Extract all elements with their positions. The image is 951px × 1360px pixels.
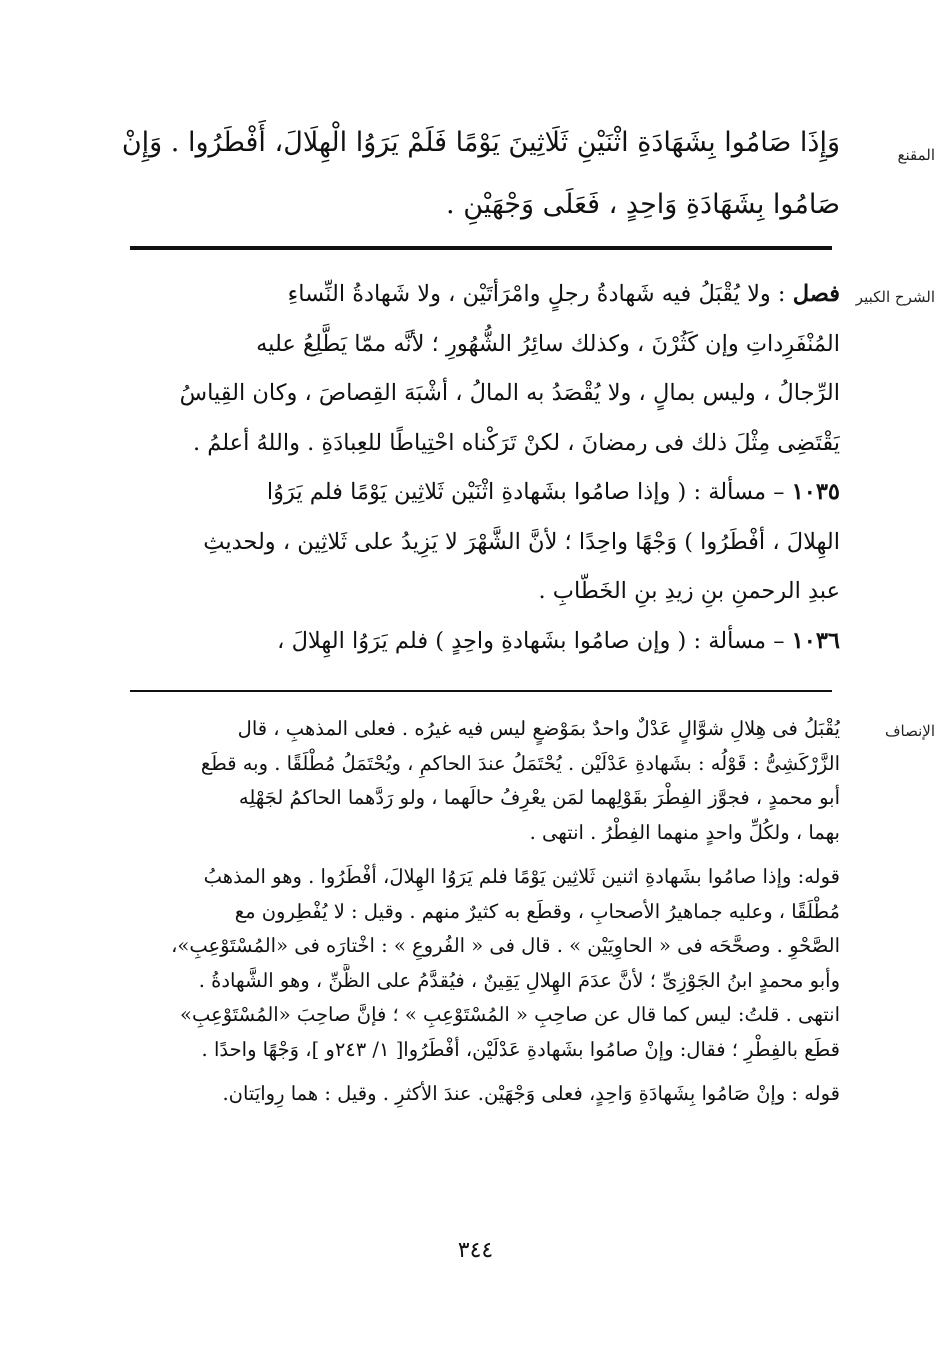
label-muqni: المقنع <box>897 146 935 164</box>
muqni-line-1: وَإِذَا صَامُوا بِشَهَادَةِ اثْنَيْنِ ثَلَاثِينَ يَوْمًا فَلَمْ يَرَوُا الْهِلَالَ، أَفْطَرُوا . وَإِنْ <box>121 127 840 158</box>
sharh-line-2: المُنْفَرِداتِ وإن كَثُرْنَ ، وكذلك سائِرُ الشُّهُورِ ؛ لأنَّه ممّا يَطَّلِعُ عليه <box>256 330 840 357</box>
insaf-paragraph-3 <box>120 1077 840 1112</box>
insaf-p1-line-1: يُقْبَلُ فى هِلالِ شوَّالٍ عَدْلٌ واحدٌ بمَوْضعٍ ليس فيه غيرُه . فعلى المذهبِ ، قال <box>237 717 840 740</box>
insaf-paragraph-1 <box>120 712 840 850</box>
insaf-p3-line-1: قوله : وإنْ صَامُوا بِشَهادَةِ وَاحِدٍ، فعلى وَجْهَيْن. عندَ الأكثرِ . وقيل : هما رِوايَتان. <box>222 1082 840 1105</box>
sharh-section <box>120 270 840 666</box>
insaf-paragraph-2 <box>120 860 840 1067</box>
sharh-line-1 <box>120 270 840 320</box>
muqni-section <box>120 112 840 236</box>
insaf-p2-line-6: قطَع بالفِطْرِ ؛ فقال: وإنْ صامُوا بشَهادةِ عَدْلَيْن، أفْطَرُوا[ ١/ ٢٤٣و ]، وَجْهًا واحدًا . <box>201 1037 840 1061</box>
sharh-line-7: عبدِ الرحمنِ بنِ زيدِ بنِ الخَطّابِ . <box>538 578 840 604</box>
sharh-line-4: يَقْتَضِى مِثْلَ ذلك فى رمضانَ ، لكنْ تَرَكْناه احْتِياطًا للعِبادَةِ . واللهُ أعلمُ . <box>192 429 840 456</box>
insaf-section <box>120 712 840 1112</box>
masala-number-1035: ١٠٣٥ <box>791 479 840 505</box>
insaf-p2-line-2: مُطْلَقًا ، وعليه جماهيرُ الأصحابِ ، وقطَع به كثيرٌ منهم . وقيل : لا يُفْطِرون مع <box>234 899 840 923</box>
insaf-p2-line-3: الصَّحْوِ . وصحَّحَه فى « الحاوِيَيْن » . قال فى « الفُروعِ » : اخْتارَه فى «المُسْتَوْعِبِ»، <box>171 934 840 957</box>
insaf-p2-line-5: انتهى . قلتُ: ليس كما قال عن صاحِبِ « المُسْتَوْعِبِ » ؛ فإنَّ صاحِبَ «المُسْتَوْعِبِ» <box>180 1003 840 1026</box>
page-number: ٣٤٤ <box>457 1238 494 1263</box>
masala-number-1036: ١٠٣٦ <box>791 627 840 654</box>
insaf-p1-line-3: أبو محمدٍ ، فجوَّز الفِطْرَ بقَوْلِهما لمَن يعْرِفُ حالَهما ، ولو رَدَّهما الحاكمُ لجَهْلِه <box>238 786 840 809</box>
masala-1035-line <box>120 468 840 518</box>
fasl-heading: فصل <box>792 281 840 307</box>
masala-1036-line <box>120 617 840 667</box>
label-insaf: الإنصاف <box>884 722 935 740</box>
sharh-line-6: الهِلالَ ، أفْطَرُوا ) وَجْهًا واحِدًا ؛ لأنَّ الشَّهْرَ لا يَزِيدُ على ثَلاثِين ، ولحديثِ <box>203 528 840 555</box>
masala-1035-text: – مسألة : ( وإذا صامُوا بشَهادةِ اثْنَيْن ثَلاثِين يَوْمًا فلم يَرَوُا <box>266 479 785 505</box>
sharh-line-3: الرِّجالُ ، وليس بمالٍ ، ولا يُقْصَدُ به المالُ ، أشْبَهَ القِصاصَ ، وكان القِياسُ <box>179 380 840 406</box>
insaf-p1-line-2: الزَّرْكَشِىُّ : قَوْلُه : بشَهادةِ عَدْلَيْن . يُحْتَمَلُ عندَ الحاكمِ ، ويُحْتَمَلُ مُطْلَقًا . وبه قطَع <box>200 751 840 775</box>
insaf-p2-line-1: قوله: وإذا صامُوا بشَهادةِ اثنين ثَلاثِين يَوْمًا فلم يَرَوُا الهِلالَ، أفْطَرُوا . وهو المذهبُ <box>203 865 840 888</box>
section-divider-thick <box>130 246 832 250</box>
sharh-line-1-text: : ولا يُقْبَلُ فيه شَهادةُ رجلٍ وامْرَأتَيْن ، ولا شَهادةُ النِّساءِ <box>287 281 786 307</box>
label-sharh: الشرح الكبير <box>855 288 935 306</box>
insaf-p2-line-4: وأبو محمدٍ ابنُ الجَوْزِىِّ ؛ لأنَّ عدَمَ الهِلالِ يَقِينٌ ، فيُقدَّمُ على الظَّنِّ ، وهو الشَّهادةُ . <box>198 968 840 992</box>
section-divider-thin <box>130 690 832 692</box>
muqni-line-2: صَامُوا بِشَهَادَةِ وَاحِدٍ ، فَعَلَى وَجْهَيْنِ . <box>446 189 840 220</box>
masala-1036-text: – مسألة : ( وإن صامُوا بشَهادةِ واحِدٍ ) فلم يَرَوُا الهِلالَ ، <box>277 627 785 654</box>
insaf-p1-line-4: بهما ، ولكُلِّ واحدٍ منهما الفِطْرُ . انتهى . <box>529 820 840 844</box>
